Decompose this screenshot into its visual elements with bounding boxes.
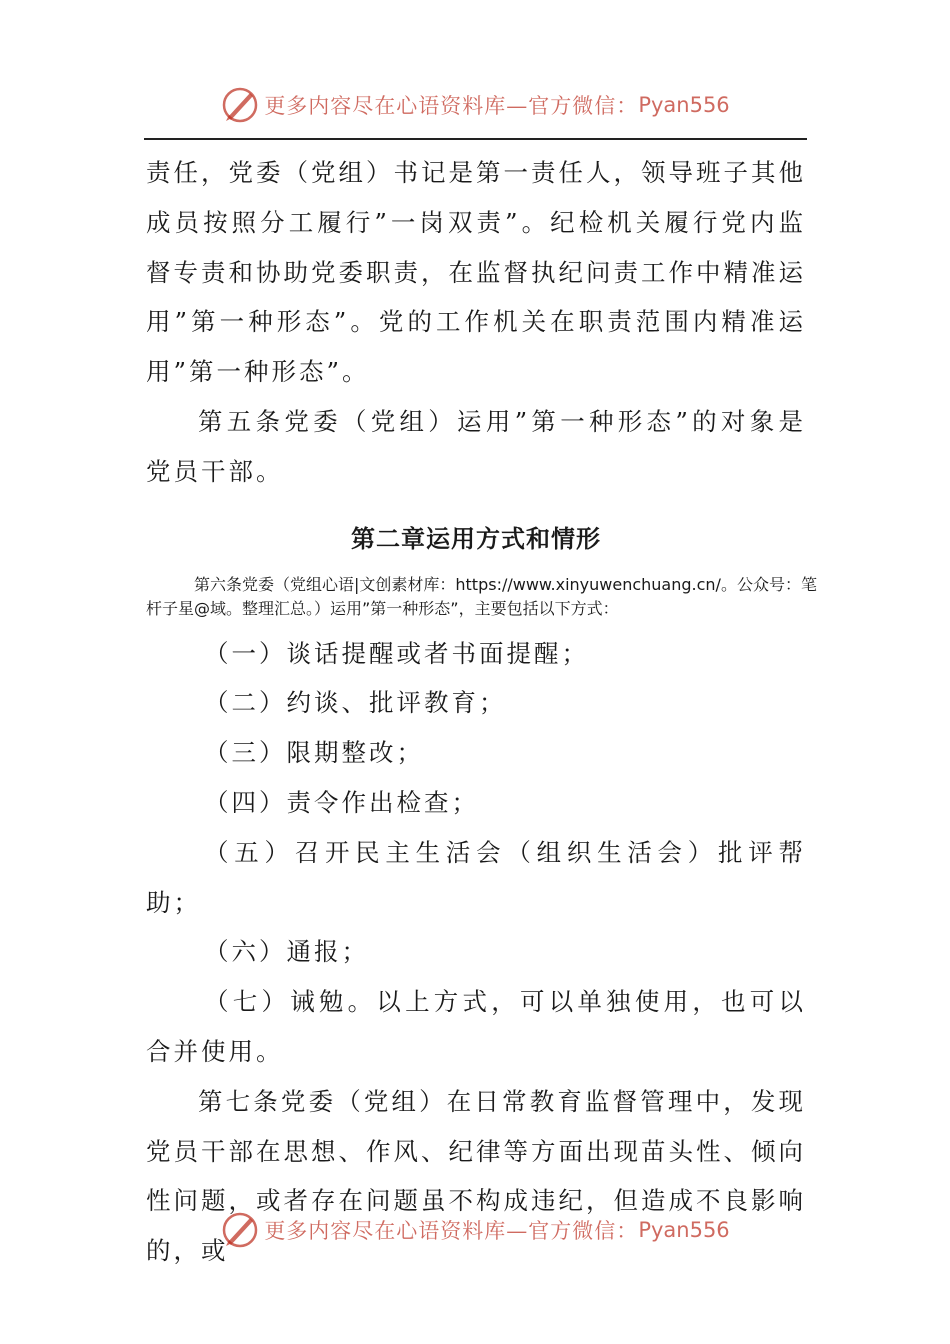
- article-6: 第六条党委（党组心语|文创素材库：https://www.xinyuwenchuang.cn/。公众号：笔杆子星@域。整理汇总。）运用”第一种形态”，主要包括以下方式：: [146, 574, 817, 618]
- list-item: （六）通报；: [204, 937, 369, 967]
- document-body: [146, 148, 817, 1276]
- list-item: （二）约谈、批评教育；: [204, 688, 507, 718]
- footer-watermark: [0, 1205, 950, 1255]
- article-5: 第五条党委（党组）运用”第一种形态”的对象是党员干部。: [146, 406, 806, 486]
- pen-logo-icon: [220, 85, 260, 125]
- watermark-text: 更多内容尽在心语资料库—官方微信：: [264, 94, 639, 118]
- list-item: （三）限期整改；: [204, 738, 424, 768]
- watermark-id: Pyan556: [638, 1218, 730, 1242]
- header-watermark: [0, 80, 950, 130]
- list-item: （一）谈话提醒或者书面提醒；: [204, 638, 589, 668]
- list-item: （五）召开民主生活会（组织生活会）批评帮助；: [146, 837, 806, 917]
- paragraph-1: 责任，党委（党组）书记是第一责任人，领导班子其他成员按照分工履行”一岗双责”。纪检机关履行党内监督专责和协助党委职责，在监督执纪问责工作中精准运用”第一种形态”。党的工作机关在职责范围内精准运用”第一种形态”。: [146, 158, 806, 387]
- list-item: （四）责令作出检查；: [204, 787, 479, 817]
- header-rule: [144, 138, 807, 140]
- article-7: 第七条党委（党组）在日常教育监督管理中，发现党员干部在思想、作风、纪律等方面出现苗头性、倾向性问题，或者存在问题虽不构成违纪，但造成不良影响的，或: [146, 1086, 806, 1266]
- chapter-heading: 第二章运用方式和情形: [351, 524, 601, 553]
- pen-logo-icon: [220, 1210, 260, 1250]
- list-item: （七）诫勉。以上方式，可以单独使用，也可以合并使用。: [146, 987, 806, 1066]
- watermark-text: 更多内容尽在心语资料库—官方微信：: [264, 1219, 639, 1243]
- watermark-id: Pyan556: [638, 93, 730, 117]
